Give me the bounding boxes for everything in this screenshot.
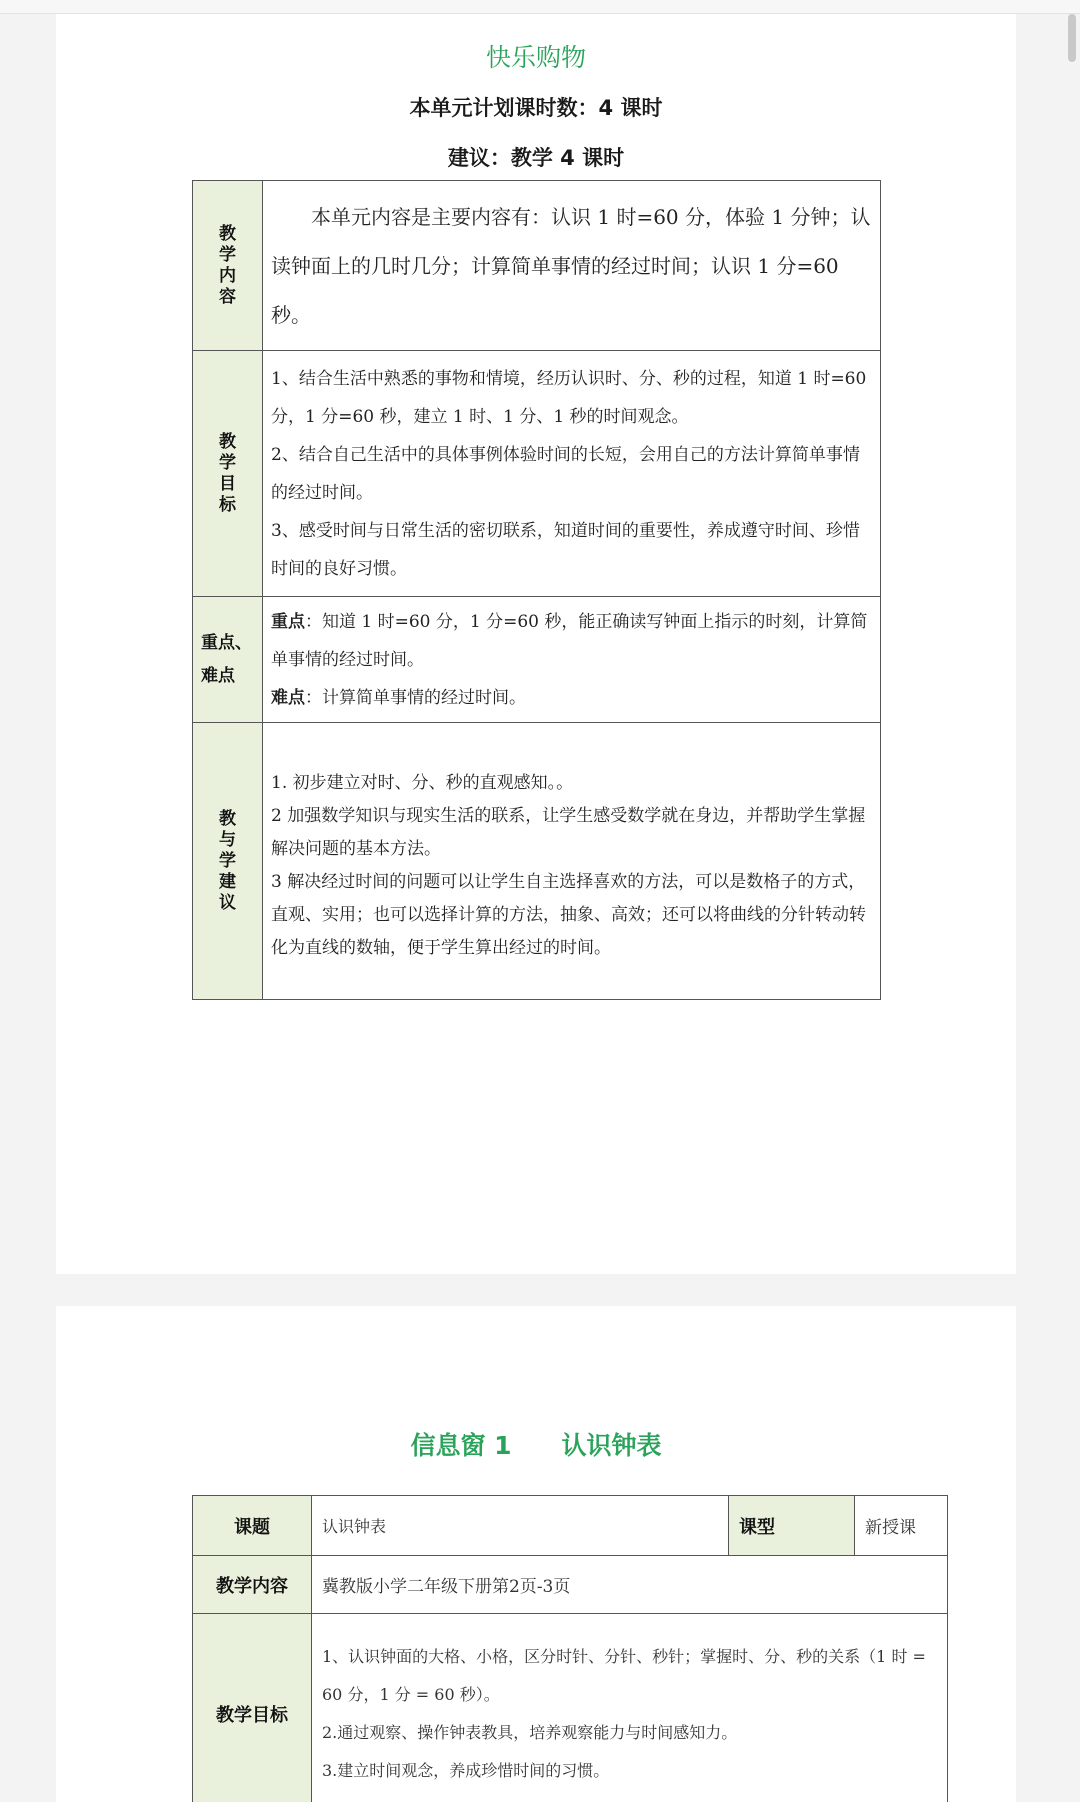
content-cell: [263, 181, 881, 351]
content-label: 教学内容: [216, 1575, 288, 1597]
goals-list: [263, 360, 880, 588]
topic-label: 课题: [234, 1516, 270, 1538]
list-item: 2、结合自己生活中的具体事例体验时间的长短，会用自己的方法计算简单事情的经过时间。: [271, 444, 860, 503]
content-value-cell: [312, 1556, 948, 1614]
content-label: 教学内容: [219, 223, 236, 307]
unit-plan-page: [56, 14, 1016, 1274]
type-label: 课型: [739, 1516, 775, 1538]
table-row: [193, 1614, 948, 1802]
content-text: 本单元内容是主要内容有：认识 1 时=60 分，体验 1 分钟；认读钟面上的几时几分；计算简单事情的经过时间；认识 1 分=60 秒。: [271, 205, 871, 327]
key-points-cell: [263, 597, 881, 723]
type-value: 新授课: [865, 1518, 916, 1538]
unit-plan-table: [192, 180, 881, 1000]
planned-hours: 本单元计划课时数：4 课时: [409, 96, 663, 120]
row-label-cell: [193, 351, 263, 597]
difficult-point: [271, 679, 872, 717]
table-row: [193, 597, 881, 723]
table-row: [193, 1496, 948, 1556]
table-row: [193, 181, 881, 351]
content-value: 冀教版小学二年级下册第2页-3页: [322, 1577, 571, 1597]
goals-value-cell: [312, 1614, 948, 1802]
goals-cell: [263, 351, 881, 597]
difficult-text: ：计算简单事情的经过时间。: [305, 687, 526, 708]
scrollbar[interactable]: [1068, 14, 1076, 62]
list-item: 3.建立时间观念，养成珍惜时间的习惯。: [322, 1760, 610, 1780]
difficult-label: 难点: [271, 687, 305, 708]
list-item: 1、结合生活中熟悉的事物和情境，经历认识时、分、秒的过程，知道 1 时=60 分，1 分=60 秒，建立 1 时、1 分、1 秒的时间观念。: [271, 368, 867, 427]
key-points-label: 重点、难点: [201, 632, 252, 686]
goals-label: 教学目标: [219, 431, 236, 515]
lesson-plan-page: [56, 1306, 1016, 1802]
list-item: 3、感受时间与日常生活的密切联系，知道时间的重要性，养成遵守时间、珍惜时间的良好习惯。: [271, 520, 860, 579]
table-row: [193, 723, 881, 1000]
top-bar: [0, 0, 1080, 14]
goals-list: [312, 1634, 947, 1794]
suggestions-cell: [263, 723, 881, 1000]
table-row: [193, 1556, 948, 1614]
type-label-cell: [729, 1496, 855, 1556]
list-item: 1、认识钟面的大格、小格，区分时针、分针、秒针；掌握时、分、秒的关系（1 时 = 60 分，1 分 = 60 秒）。: [322, 1646, 926, 1704]
key-text: ：知道 1 时=60 分，1 分=60 秒，能正确读写钟面上指示的时刻，计算简单事情的经过时间。: [271, 611, 868, 670]
list-item: 2.通过观察、操作钟表教具，培养观察能力与时间感知力。: [322, 1722, 738, 1742]
key-label: 重点: [271, 611, 305, 632]
teaching-suggestion: 建议：教学 4 课时: [447, 146, 625, 170]
row-label-cell: [193, 723, 263, 1000]
goals-label: 教学目标: [216, 1704, 288, 1726]
list-item: 3 解决经过时间的问题可以让学生自主选择喜欢的方法，可以是数格子的方式，直观、实用；也可以选择计算的方法，抽象、高效；还可以将曲线的分针转动转化为直线的数轴，便于学生算出经过的时间。: [271, 872, 866, 958]
lesson-title: 信息窗 1 认识钟表: [410, 1431, 662, 1460]
goals-label-cell: [193, 1614, 312, 1802]
topic-value-cell: [312, 1496, 729, 1556]
lesson-plan-table: [192, 1495, 948, 1802]
row-label-cell: [193, 181, 263, 351]
key-points-text: [263, 603, 880, 717]
suggestions-label: 教与学建议: [219, 808, 236, 913]
key-point: [271, 603, 872, 679]
topic-value: 认识钟表: [322, 1517, 387, 1536]
list-item: 2 加强数学知识与现实生活的联系，让学生感受数学就在身边，并帮助学生掌握解决问题的基本方法。: [271, 806, 866, 859]
row-label-cell: [193, 597, 263, 723]
unit-title: 快乐购物: [485, 43, 586, 72]
suggestions-list: [263, 723, 880, 965]
content-label-cell: [193, 1556, 312, 1614]
topic-label-cell: [193, 1496, 312, 1556]
list-item: 1. 初步建立对时、分、秒的直观感知。。: [271, 773, 574, 793]
table-row: [193, 351, 881, 597]
type-value-cell: [855, 1496, 948, 1556]
